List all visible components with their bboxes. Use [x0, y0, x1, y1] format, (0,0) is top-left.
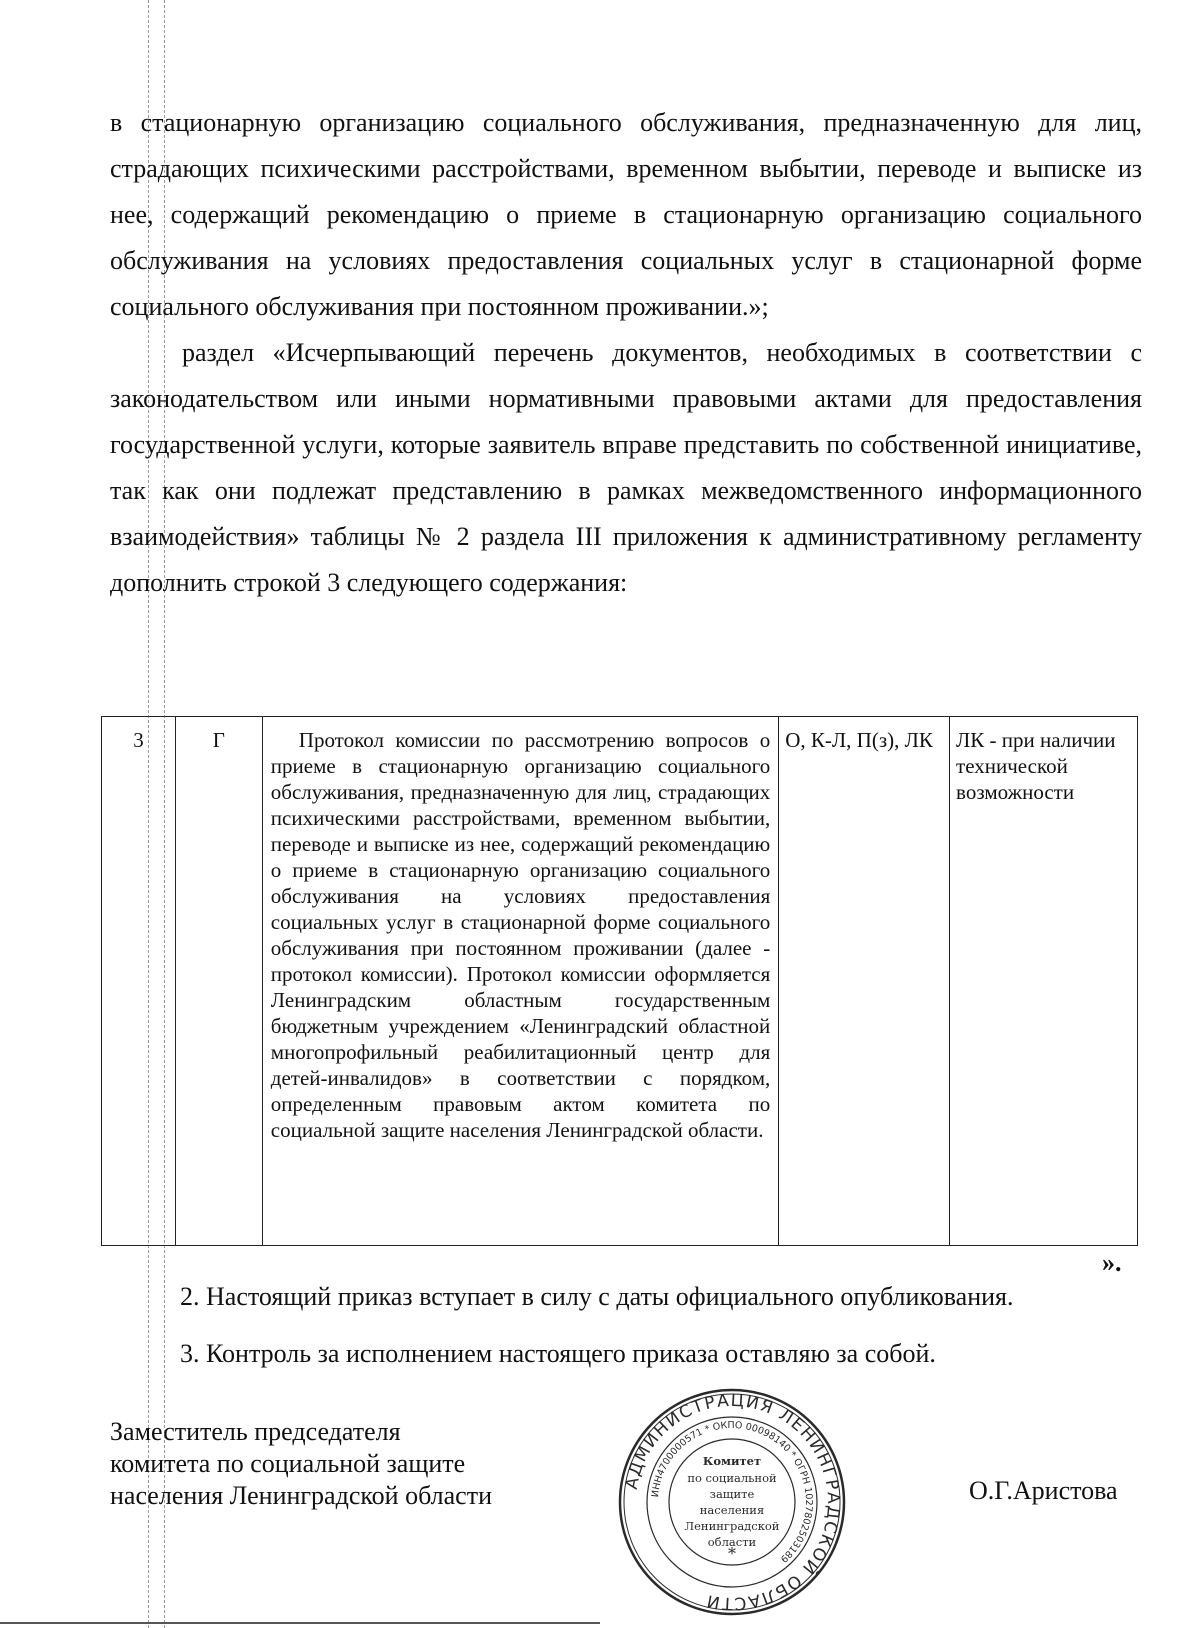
row-number-cell: 3 — [102, 717, 176, 1246]
signatory-title-line: населения Ленинградской области — [110, 1481, 493, 1510]
amendment-table — [101, 716, 1138, 1246]
order-item-3: 3. Контроль за исполнением настоящего приказа оставляю за собой. — [180, 1339, 936, 1368]
seal-outer-ring-text: АДМИНИСТРАЦИЯ ЛЕНИНГРАДСКОЙ ОБЛАСТИ — [621, 1390, 844, 1614]
paragraph-amendment: раздел «Исчерпывающий перечень документов, необходимых в соответствии с законодательством или иными нормативными правовыми актами для предоставления государственной услуги, которые заявитель вправе представить по собственной инициативе, так как они подлежат представлению в рамках межведомственного информационного взаимодействия» таблицы № 2 раздела III приложения к административному регламенту дополнить строкой 3 следующего содержания: — [110, 338, 1142, 597]
seal-center-line: по социальной — [687, 1471, 777, 1485]
row-description-text: Протокол комиссии по рассмотрению вопросов о приеме в стационарную организацию социального обслуживания, предназначенную для лиц, страдающих психическими расстройствами, временном выбытии, переводе и выписке из нее, содержащий рекомендацию о приеме в стационарную организацию социального обслуживания на условиях предоставления социальных услуг в стационарной форме социального обслуживания при постоянном проживании (далее - протокол комиссии). Протокол комиссии оформляется Ленинградским областным государственным бюджетным учреждением «Ленинградский областной многопрофильный реабилитационный центр для детей-инвалидов» в соответствии с порядком, определенным правовым актом комитета по социальной защите населения Ленинградской области. — [270, 728, 771, 1142]
signatory-title-line: Заместитель председателя — [110, 1417, 401, 1446]
closing-quote: ». — [1102, 1248, 1122, 1277]
signatory-name: О.Г.Аристова — [969, 1476, 1118, 1505]
order-item-2: 2. Настоящий приказ вступает в силу с даты официального опубликования. — [180, 1282, 1014, 1311]
signatory-title — [110, 1416, 492, 1512]
official-seal — [617, 1387, 847, 1617]
signatory-title-line: комитета по социальной защите — [110, 1449, 466, 1478]
seal-center-line: области — [707, 1535, 757, 1549]
paragraph-continuation: в стационарную организацию социального обслуживания, предназначенную для лиц, страдающих психическими расстройствами, временном выбытии, переводе и выписке из нее, содержащий рекомендацию о приеме в стационарную организацию социального обслуживания на условиях предоставления социальных услуг в стационарной форме социального обслуживания при постоянном проживании.»; — [110, 108, 1142, 321]
seal-center-line: населения — [699, 1503, 765, 1517]
row-description-cell — [262, 717, 778, 1246]
table-row — [102, 717, 1138, 1246]
body-text — [110, 100, 1142, 606]
row-note-cell: ЛК - при наличии технической возможности — [950, 717, 1138, 1246]
scan-bottom-edge — [0, 1622, 600, 1624]
row-form-cell: О, К-Л, П(з), ЛК — [779, 717, 950, 1246]
seal-star: * — [728, 1544, 736, 1563]
seal-center-line: Ленинградской — [684, 1519, 780, 1533]
seal-center-line: Комитет — [702, 1454, 762, 1468]
row-category-cell: Г — [175, 717, 262, 1246]
seal-center-line: защите — [709, 1487, 755, 1501]
seal-inner-ring-text: ИНН4700000571 * ОКПО 00098140 * ОГРН 1027802503189 — [650, 1419, 815, 1565]
